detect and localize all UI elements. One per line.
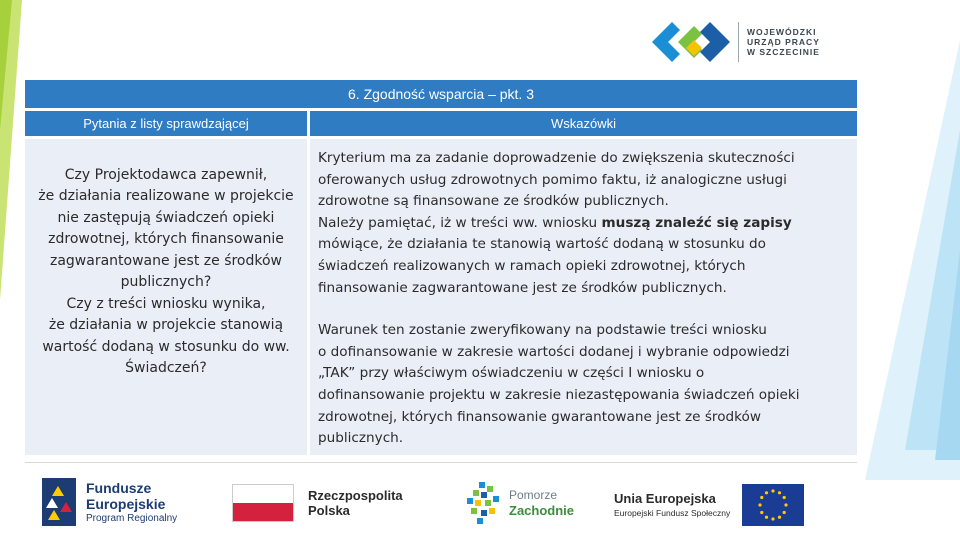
- question-line: zagwarantowane jest ze środków: [49, 252, 283, 269]
- ue-logo-text: [614, 490, 730, 520]
- guidance-line: zdrowotne są finansowane ze środków publicznych.: [318, 193, 669, 210]
- guidance-line: świadczeń realizowanych w ramach opieki zdrowotnej, których: [318, 257, 746, 274]
- ue-line-2: Europejski Fundusz Społeczny: [614, 508, 731, 518]
- wup-logo-line-3: W SZCZECINIE: [747, 47, 820, 57]
- guidance-cell: [310, 139, 857, 455]
- decor-triangle-right-dark: [935, 250, 960, 460]
- column-header-guidance: Wskazówki: [310, 111, 857, 136]
- fe-line-3: Program Regionalny: [86, 512, 178, 524]
- question-line: publicznych?: [120, 274, 212, 290]
- question-line: Czy Projektodawca zapewnił,: [64, 166, 268, 183]
- ue-line-1: Unia Europejska: [614, 491, 716, 506]
- question-line: Czy z treści wniosku wynika,: [66, 295, 266, 312]
- guidance-line: oferowanych usług zdrowotnych pomimo faktu, iż analogiczne usługi: [318, 171, 787, 188]
- fe-logo-text: [86, 480, 177, 525]
- guidance-line-emphasis: [318, 213, 843, 235]
- question-line: Świadczeń?: [125, 360, 207, 376]
- rp-line-1: Rzeczpospolita: [308, 488, 403, 503]
- pomorze-zachodnie-logo: [463, 480, 574, 526]
- column-header-questions: Pytania z listy sprawdzającej: [25, 111, 307, 136]
- unia-europejska-logo: [614, 484, 804, 526]
- wup-logo-text: [747, 27, 820, 57]
- guidance-line: finansowanie zagwarantowane jest ze środków publicznych.: [318, 279, 727, 296]
- guidance-bold-text: muszą znaleźć się zapisy: [601, 214, 792, 231]
- pz-pixel-icon: [463, 480, 505, 526]
- guidance-line: publicznych.: [318, 430, 404, 447]
- question-cell: [25, 139, 307, 455]
- decor-triangle-left-dark: [0, 0, 12, 130]
- question-line: że działania w projekcie stanowią: [48, 317, 284, 333]
- pz-logo-text: [509, 488, 574, 518]
- pz-line-2: Zachodnie: [509, 503, 575, 518]
- eu-flag-icon: [742, 484, 804, 526]
- guidance-line: „TAK” przy właściwym oświadczeniu w części I wniosku o: [318, 365, 705, 382]
- table-title: 6. Zgodność wsparcia – pkt. 3: [25, 80, 857, 108]
- question-line: że działania realizowane w projekcie: [38, 188, 294, 204]
- footer-logos: [0, 470, 960, 540]
- guidance-line: dofinansowanie projektu w zakresie niezastępowania świadczeń opieki: [318, 386, 800, 403]
- wup-logo-line-1: WOJEWÓDZKI: [747, 27, 817, 37]
- fe-line-1: Fundusze: [86, 479, 152, 496]
- guidance-line: Warunek ten zostanie zweryfikowany na podstawie treści wniosku: [318, 322, 767, 339]
- guidance-line: Kryterium ma za zadanie doprowadzenie do zwiększenia skuteczności: [318, 150, 795, 166]
- fundusze-europejskie-logo: [42, 478, 177, 526]
- question-line: wartość dodaną w stosunku do ww.: [42, 338, 290, 355]
- guidance-line: mówiące, że działania te stanowią wartość dodaną w stosunku do: [318, 236, 766, 253]
- guidance-line: o dofinansowanie w zakresie wartości dodanej i wybranie odpowiedzi: [318, 343, 790, 360]
- logo-separator: [738, 22, 739, 62]
- question-line: zdrowotnej, których finansowanie: [48, 231, 284, 247]
- rp-logo-text: [308, 488, 403, 518]
- rp-line-2: Polska: [308, 503, 350, 518]
- paragraph-gap: [318, 299, 843, 320]
- wup-logo-line-2: URZĄD PRACY: [747, 37, 820, 47]
- question-text: [38, 165, 293, 380]
- guidance-line: zdrowotnej, których finansowanie gwarantowane jest ze środków: [318, 408, 761, 425]
- pz-line-1: Pomorze: [509, 488, 558, 502]
- fe-line-2: Europejskie: [86, 495, 166, 512]
- footer-divider: [25, 462, 857, 463]
- wup-szczecin-logo: [650, 18, 830, 66]
- polish-flag-icon: [232, 484, 294, 522]
- question-line: nie zastępują świadczeń opieki: [57, 209, 275, 226]
- fe-stars-icon: [42, 478, 76, 526]
- wup-arrows-icon: [650, 18, 732, 66]
- rzeczpospolita-polska-logo: [232, 484, 403, 522]
- guidance-text: Należy pamiętać, iż w treści ww. wniosku: [318, 214, 602, 231]
